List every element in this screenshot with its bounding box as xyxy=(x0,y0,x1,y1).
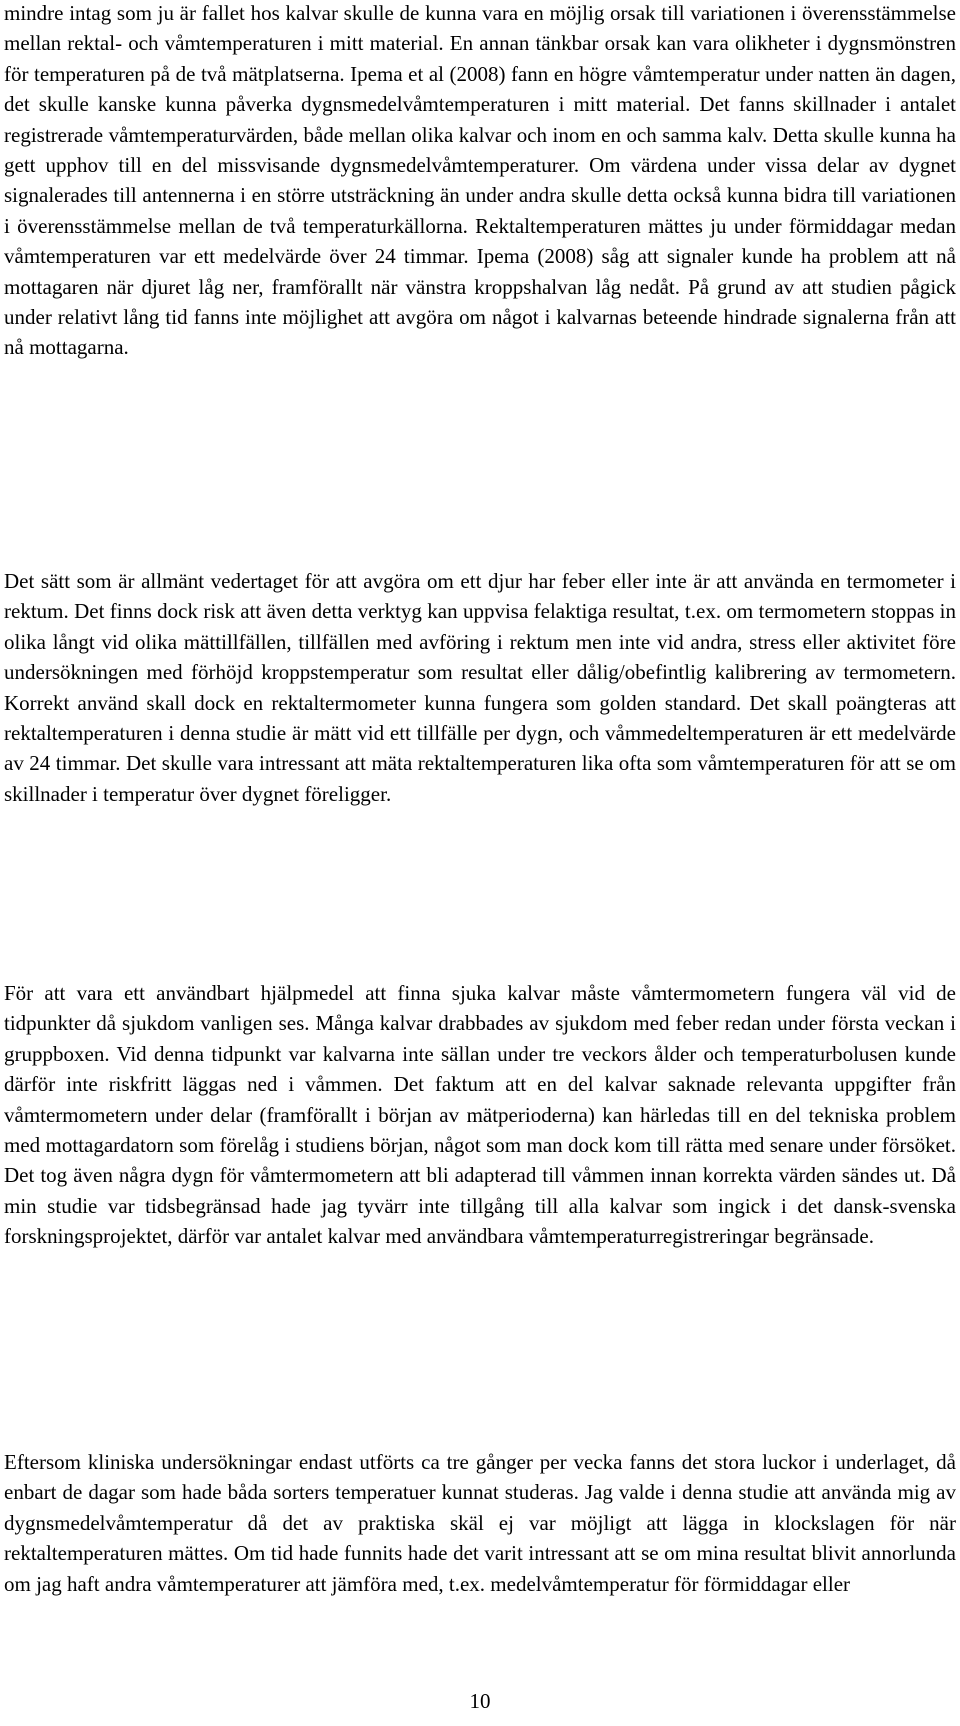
paragraph-3: För att vara ett användbart hjälpmedel att finna sjuka kalvar måste våmtermometern fungera väl vid de tidpunkter då sjukdom vanligen ses. Många kalvar drabbades av sjukdom med feber redan under första veckan i gruppboxen. Vid denna tidpunkt var kalvarna inte sällan under tre veckors ålder och temperaturbolusen kunde därför inte riskfritt läggas ned i våmmen. Det faktum att en del kalvar saknade relevanta uppgifter från våmtermometern under delar (framförallt i början av mätperioderna) kan härledas till en del tekniska problem med mottagardatorn som förelåg i studiens början, något som man dock kom till rätta med senare under försöket. Det tog även några dygn för våmtermometern att bli adapterad till våmmen innan korrekta värden sändes ut. Då min studie var tidsbegränsad hade jag tyvärr inte tillgång till alla kalvar som ingick i det dansk-svenska forskningsprojektet, därför var antalet kalvar med användbara våmtemperaturregistreringar begränsade. xyxy=(4,981,956,1249)
paragraph-4: Eftersom kliniska undersökningar endast utförts ca tre gånger per vecka fanns det stora luckor i underlaget, då enbart de dagar som hade båda sorters temperatuer kunnat studeras. Jag valde i denna studie att använda mig av dygnsmedelvåmtemperatur då det av praktiska skäl ej var möjligt att lägga in klockslagen för när rektaltemperaturen mättes. Om tid hade funnits hade det varit intressant att se om mina resultat blivit annorlunda om jag haft andra våmtemperaturer att jämföra med, t.ex. medelvåmtemperatur för förmiddagar eller xyxy=(4,1450,956,1596)
document-page xyxy=(4,0,956,1726)
paragraph-2: Det sätt som är allmänt vedertaget för att avgöra om ett djur har feber eller inte är att använda en termometer i rektum. Det finns dock risk att även detta verktyg kan uppvisa felaktiga resultat, t.ex. om termometern stoppas in olika långt vid olika mättillfällen, tillfällen med avföring i rektum men inte vid andra, stress eller aktivitet före undersökningen med förhöjd kroppstemperatur som resultat eller dålig/obefintlig kalibrering av termometern. Korrekt använd skall dock en rektaltermometer kunna fungera som golden standard. Det skall poängteras att rektaltemperaturen i denna studie är mätt vid ett tillfälle per dygn, och våmmedeltemperaturen är ett medelvärde av 24 timmar. Det skulle vara intressant att mäta rektaltemperaturen lika ofta som våmtemperaturen för att se om skillnader i temperatur över dygnet föreligger. xyxy=(4,569,956,806)
page-number: 10 xyxy=(469,1689,491,1713)
paragraph-1: mindre intag som ju är fallet hos kalvar skulle de kunna vara en möjlig orsak till variationen i överensstämmelse mellan rektal- och våmtemperaturen i mitt material. En annan tänkbar orsak kan vara olikheter i dygnsmönstren för temperaturen på de två mätplatserna. Ipema et al (2008) fann en högre våmtemperatur under natten än dagen, det skulle kanske kunna påverka dygnsmedelvåmtemperaturen i mitt material. Det fanns skillnader i antalet registrerade våmtemperaturvärden, både mellan olika kalvar och inom en och samma kalv. Detta skulle kunna ha gett upphov till en del missvisande dygnsmedelvåmtemperaturer. Om värdena under vissa delar av dygnet signalerades till antennerna i en större utsträckning än under andra skulle detta också kunna bidra till variationen i överensstämmelse mellan de två temperaturkällorna. Rektaltemperaturen mättes ju under förmiddagar medan våmtemperaturen var ett medelvärde över 24 timmar. Ipema (2008) såg att signaler kunde ha problem att nå mottagaren när djuret låg ner, framförallt när vänstra kroppshalvan låg nedåt. På grund av att studien pågick under relativt lång tid fanns inte möjlighet att avgöra om något i kalvarnas beteende hindrade signalerna från att nå mottagarna. xyxy=(4,1,956,360)
